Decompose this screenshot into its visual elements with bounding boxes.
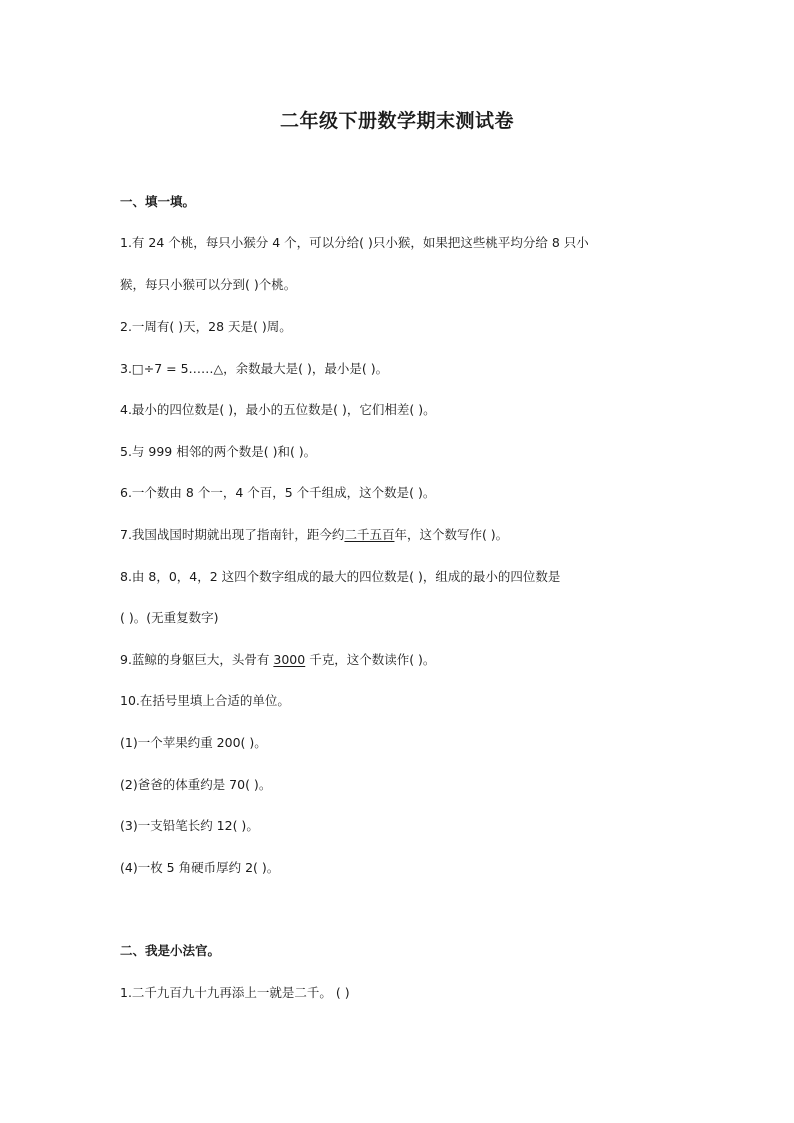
question-5: 5.与 999 相邻的两个数是( )和( )。 [120, 444, 317, 459]
page-title: 二年级下册数学期末测试卷 [279, 110, 514, 132]
question-9-underlined-number: 3000 [273, 652, 306, 667]
question-2: 2.一周有( )天，28 天是( )周。 [120, 319, 292, 334]
question-10-item-2: (2)爸爸的体重约是 70( )。 [120, 777, 272, 792]
question-1-line-2: 猴，每只小猴可以分到( )个桃。 [120, 277, 297, 292]
question-9-text-before: 9.蓝鲸的身躯巨大，头骨有 [120, 652, 274, 667]
section-heading-fill-in: 一、填一填。 [120, 194, 196, 209]
question-9 [120, 651, 435, 669]
question-4: 4.最小的四位数是( )，最小的五位数是( )，它们相差( )。 [120, 402, 436, 417]
question-10: 10.在括号里填上合适的单位。 [120, 693, 290, 708]
question-3: 3.□÷7 = 5……△，余数最大是( )，最小是( )。 [120, 361, 389, 376]
question-7-underlined-number: 二千五百 [344, 527, 395, 542]
question-9-text-after: 千克，这个数读作( )。 [305, 652, 436, 667]
question-10-item-3: (3)一支铅笔长约 12( )。 [120, 818, 259, 833]
question-1-line-1: 1.有 24 个桃，每只小猴分 4 个，可以分给( )只小猴，如果把这些桃平均分给 8 只小 [120, 235, 589, 250]
question-6: 6.一个数由 8 个一，4 个百，5 个千组成，这个数是( )。 [120, 485, 436, 500]
question-8-line-2: ( )。(无重复数字) [120, 610, 219, 625]
question-10-item-1: (1)一个苹果约重 200( )。 [120, 735, 267, 750]
section-heading-judge: 二、我是小法官。 [120, 943, 221, 958]
question-7-text-before: 7.我国战国时期就出现了指南针，距今约 [120, 527, 345, 542]
question-8-line-1: 8.由 8，0，4，2 这四个数字组成的最大的四位数是( )，组成的最小的四位数是 [120, 569, 561, 584]
question-10-item-4: (4)一枚 5 角硬币厚约 2( )。 [120, 860, 280, 875]
question-7-text-after: 年，这个数写作( )。 [394, 527, 509, 542]
question-7 [120, 526, 508, 544]
judge-question-1: 1.二千九百九十九再添上一就是二千。 ( ) [120, 985, 350, 1000]
